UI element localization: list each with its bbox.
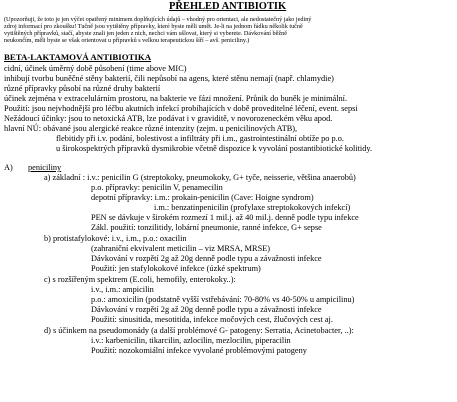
intro-text-line: Nežádoucí účinky: jsou to netoxická ATB, lze podávat i v graviditě, v novorozeneckém věku apod. bbox=[4, 114, 333, 123]
intro-text-line: účinek zejména v extracelulárním prostoru, na bakterie ve fázi množení. Průnik do buněk je minimální. bbox=[4, 94, 348, 103]
body-line: i.v., i.m.: ampicilin bbox=[91, 285, 154, 294]
intro-line: neukončím, měli byste se však orientovat u přípravků s velkou terapeutickou šíří – avš. peniciliny.) bbox=[4, 37, 250, 44]
body-line: a) základní : i.v.: penicilin G (streptokoky, pneumokoky, G+ tyče, neisserie, většina anaerobů) bbox=[44, 173, 356, 182]
body-line: i.v.: karbenicilin, tikarcilin, azlocilin, mezlocilin, piperacilin bbox=[91, 336, 291, 345]
body-line: p.o.: amoxicilin (podstatně vyšší vstřebávání: 70-80% vs 40-50% u ampicilinu) bbox=[91, 295, 355, 304]
intro-line: zdroj informací pro zkoušku! Tučně jsou vytištěny přípravky, které byste měli umět. Je-li na jednom řádku několik tučně bbox=[4, 23, 303, 30]
intro-text-line: různé přípravky působí na různé druhy bakterií bbox=[4, 84, 161, 93]
body-line: Dávkování v rozpětí 2g až 20g denně podle typu a závažnosti infekce bbox=[91, 254, 322, 263]
page-title: PŘEHLED ANTIBIOTIK bbox=[169, 1, 287, 12]
body-line: (zahraniční ekvivalent meticilin – viz MRSA, MRSE) bbox=[91, 244, 271, 253]
intro-text-line: cidní, účinek úměrný době působení (time above MIC) bbox=[4, 64, 187, 73]
intro-line: vytištěných přípravků, stačí, abyste znali jen jeden z nich, nechci vám ušlovat, který si vyberete. Dávkování běžně bbox=[4, 30, 287, 37]
body-line: c) s rozšířeným spektrem (E.coli, hemofily, enterokoky..): bbox=[44, 275, 236, 284]
subsection-label: peniciliny bbox=[28, 163, 62, 172]
intro-text-line: Použití: jsou nejvhodnější pro léčbu akutních infekcí probíhajících v době proveditelné léčení, event. sepsi bbox=[4, 104, 358, 113]
body-line: depotní přípravky: i.m.: prokain-penicilin (Cave: Hoigne syndrom) bbox=[91, 193, 314, 202]
body-line: PEN se dávkuje v širokém rozmezí 1 mil.j. až 40 mil.j. denně podle typu infekce bbox=[91, 213, 359, 222]
body-line: p.o. přípravky: penicilin V, penamecilin bbox=[91, 183, 223, 192]
intro-line: (Upozorňuji, že toto je jen výčet opatřený minimem doplňujících údajů – vhodný pro orientaci, ale nedostatečný jako jediný bbox=[4, 16, 312, 23]
body-line: Dávkování v rozpětí 2g až 20g denně podle typu a závažnosti infekce bbox=[91, 305, 322, 314]
section-heading: BETA-LAKTAMOVÁ ANTIBIOTIKA bbox=[4, 52, 152, 62]
intro-text-line: hlavní NÚ: obávané jsou alergické reakce různé intenzity (zejm. u penicilinových ATB), bbox=[4, 124, 298, 133]
intro-text-line: inhibují tvorbu buněčné stěny bakterií, čili nepůsobí na agens, které stěnu nemají (např. chlamydie) bbox=[4, 74, 334, 83]
body-line: Použití: jen stafylokokové infekce (úzké spektrum) bbox=[91, 264, 261, 273]
intro-text-line: flebitidy při i.v. podání, bolestivost a infiltráty při i.m., gastrointestinální obtíže po p.o. bbox=[56, 134, 344, 143]
body-line: Použití: nozokomiální infekce vyvolané problémovými patogeny bbox=[91, 346, 307, 355]
intro-text-line: u širokospektrých přípravků dysmikrobie včetně dispozice k vyvolání postantibiotické kolitidy. bbox=[56, 144, 373, 153]
body-line: i.m.: benzatinpenicilin (profylaxe streptokokových infekcí) bbox=[154, 203, 351, 212]
body-line: Zákl. použití: tonzilitidy, lobární pneumonie, ranné infekce, G+ sepse bbox=[91, 223, 322, 232]
subsection-letter: A) bbox=[4, 163, 13, 172]
body-line: b) protistafylokové: i.v., i.m., p.o.: oxacilin bbox=[44, 234, 187, 243]
body-line: d) s účinkem na pseudomonády (a další problémové G- patogeny: Serratia, Acinetobacter, ..): bbox=[44, 326, 354, 335]
body-line: Použití: sinusitida, mesotitida, infekce močových cest, žlučových cest aj. bbox=[91, 315, 333, 324]
